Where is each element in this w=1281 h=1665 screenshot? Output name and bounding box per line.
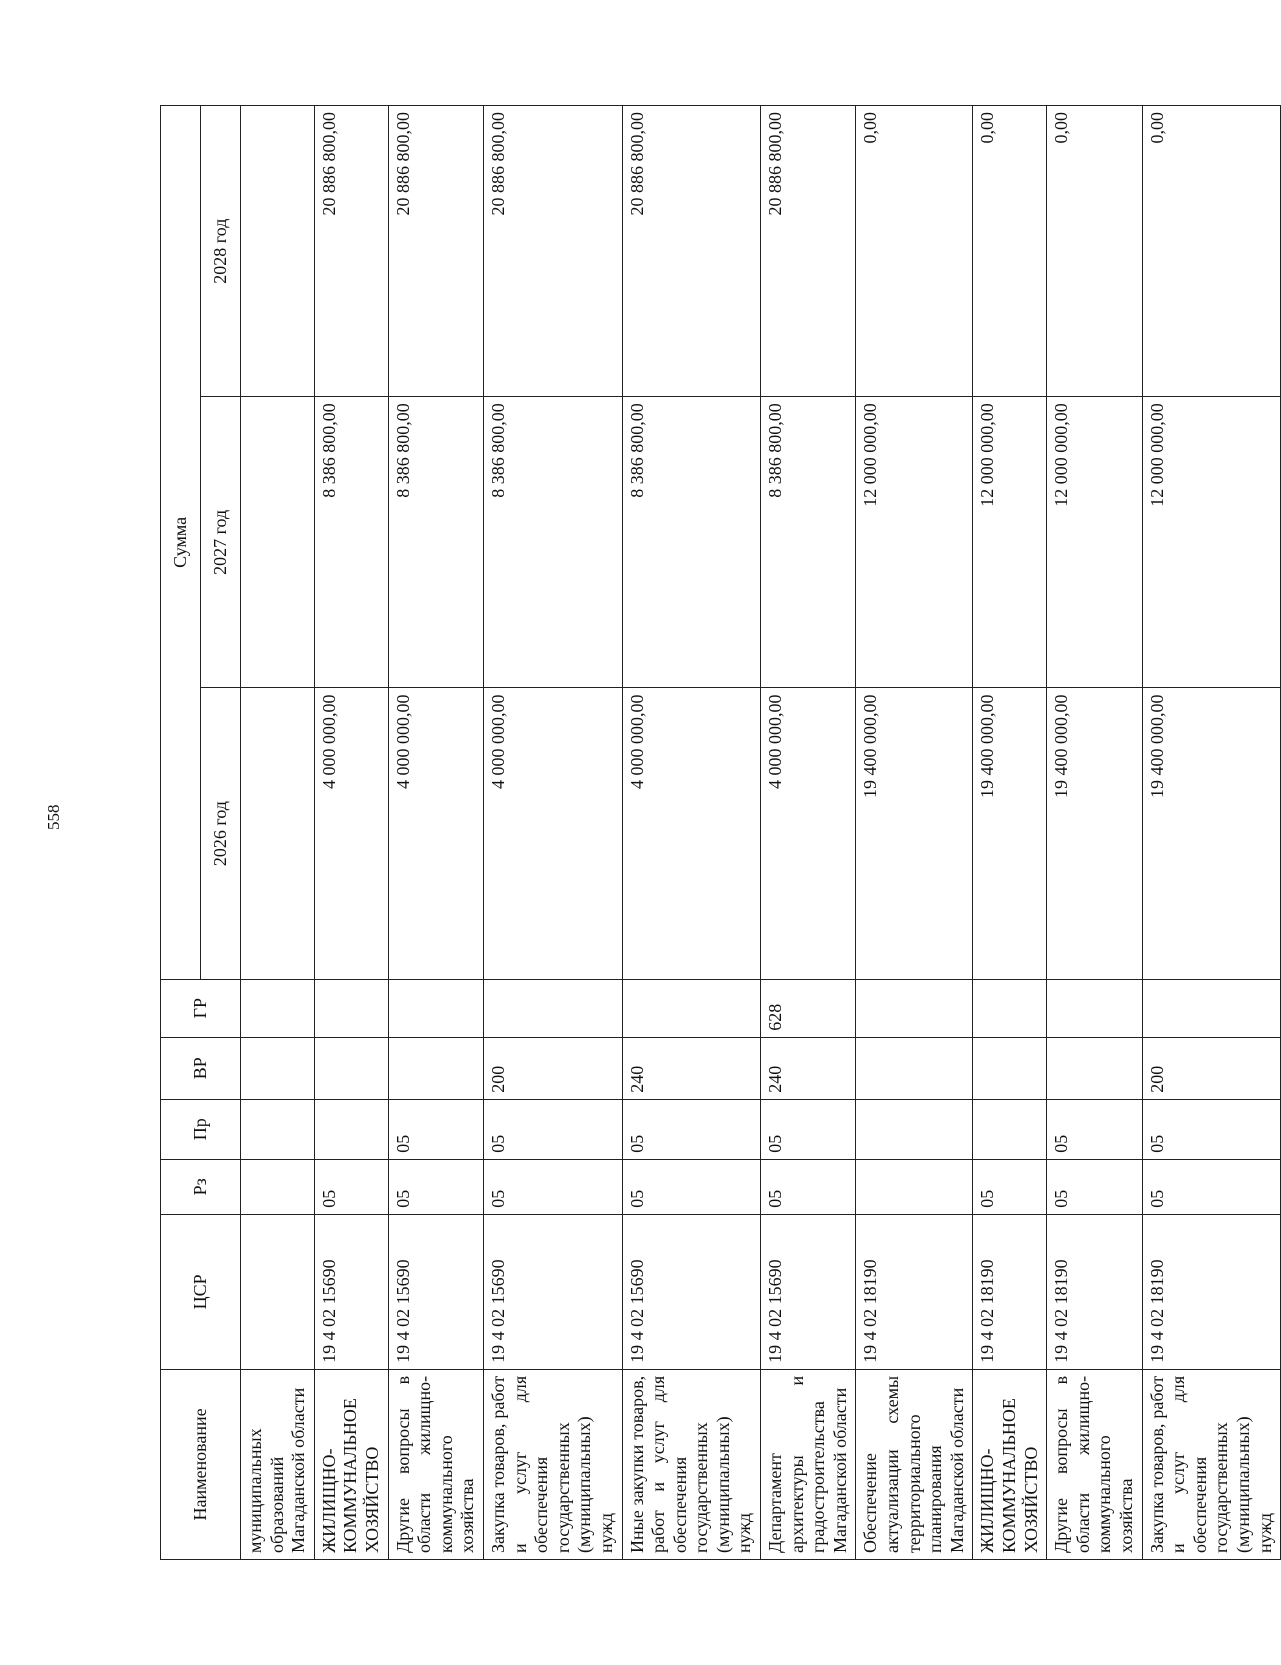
cell-pr: 05 bbox=[761, 1099, 856, 1159]
table-row bbox=[314, 106, 388, 1560]
cell-name: Другие вопросы в области жилищно-коммунального хозяйства bbox=[1047, 1369, 1142, 1559]
budget-table bbox=[160, 105, 1281, 1560]
cell-vr: 200 bbox=[483, 1037, 622, 1099]
cell-2028: 20 886 800,00 bbox=[483, 106, 622, 397]
page-number: 558 bbox=[44, 804, 63, 830]
cell-csr: 19 4 02 18190 bbox=[1142, 1214, 1281, 1369]
cell-name: Департамент архитектуры и градостроительства Магаданской области bbox=[761, 1369, 856, 1559]
cell-gr bbox=[314, 979, 388, 1037]
table-body bbox=[241, 106, 1281, 1560]
table-row bbox=[1142, 106, 1281, 1560]
header-2026: 2026 год bbox=[201, 688, 241, 979]
cell-2027: 8 386 800,00 bbox=[622, 397, 761, 688]
cell-2027: 8 386 800,00 bbox=[761, 397, 856, 688]
cell-gr: 628 bbox=[761, 979, 856, 1037]
cell-2026: 4 000 000,00 bbox=[483, 688, 622, 979]
cell-2028: 0,00 bbox=[856, 106, 973, 397]
table-row bbox=[388, 106, 483, 1560]
cell-2027 bbox=[241, 397, 315, 688]
cell-pr bbox=[314, 1099, 388, 1159]
cell-csr: 19 4 02 15690 bbox=[388, 1214, 483, 1369]
cell-rz: 05 bbox=[388, 1159, 483, 1214]
header-name: Наименование bbox=[161, 1369, 241, 1559]
cell-gr bbox=[388, 979, 483, 1037]
cell-rz: 05 bbox=[761, 1159, 856, 1214]
cell-2028: 20 886 800,00 bbox=[622, 106, 761, 397]
table-row bbox=[241, 106, 315, 1560]
cell-2028: 20 886 800,00 bbox=[388, 106, 483, 397]
cell-rz: 05 bbox=[1142, 1159, 1281, 1214]
cell-name: Закупка товаров, работ и услуг для обеспечения государственных (муниципальных) нужд bbox=[1142, 1369, 1281, 1559]
cell-gr bbox=[856, 979, 973, 1037]
header-pr: Пр bbox=[161, 1099, 241, 1159]
cell-pr: 05 bbox=[1047, 1099, 1142, 1159]
cell-gr bbox=[483, 979, 622, 1037]
cell-rz: 05 bbox=[973, 1159, 1047, 1214]
cell-2026: 4 000 000,00 bbox=[761, 688, 856, 979]
cell-gr bbox=[1142, 979, 1281, 1037]
cell-vr bbox=[314, 1037, 388, 1099]
cell-rz bbox=[241, 1159, 315, 1214]
cell-2027: 8 386 800,00 bbox=[314, 397, 388, 688]
cell-2026: 4 000 000,00 bbox=[388, 688, 483, 979]
cell-gr bbox=[973, 979, 1047, 1037]
cell-vr bbox=[388, 1037, 483, 1099]
cell-csr: 19 4 02 18190 bbox=[973, 1214, 1047, 1369]
cell-name: Закупка товаров, работ и услуг для обеспечения государственных (муниципальных) нужд bbox=[483, 1369, 622, 1559]
cell-csr: 19 4 02 18190 bbox=[856, 1214, 973, 1369]
cell-pr: 05 bbox=[1142, 1099, 1281, 1159]
cell-gr bbox=[1047, 979, 1142, 1037]
header-gr: ГР bbox=[161, 979, 241, 1037]
cell-name: ЖИЛИЩНО-КОММУНАЛЬНОЕ ХОЗЯЙСТВО bbox=[973, 1369, 1047, 1559]
cell-2026: 19 400 000,00 bbox=[973, 688, 1047, 979]
cell-2026 bbox=[241, 688, 315, 979]
cell-2027: 12 000 000,00 bbox=[1047, 397, 1142, 688]
cell-2026: 19 400 000,00 bbox=[1047, 688, 1142, 979]
cell-rz: 05 bbox=[483, 1159, 622, 1214]
header-sum: Сумма bbox=[161, 106, 201, 980]
header-vr: ВР bbox=[161, 1037, 241, 1099]
cell-rz: 05 bbox=[1047, 1159, 1142, 1214]
cell-2026: 19 400 000,00 bbox=[1142, 688, 1281, 979]
header-2028: 2028 год bbox=[201, 106, 241, 397]
table-row bbox=[856, 106, 973, 1560]
cell-vr: 240 bbox=[622, 1037, 761, 1099]
cell-2028: 0,00 bbox=[973, 106, 1047, 397]
header-rz: Рз bbox=[161, 1159, 241, 1214]
cell-pr: 05 bbox=[388, 1099, 483, 1159]
cell-csr: 19 4 02 15690 bbox=[622, 1214, 761, 1369]
table-header bbox=[161, 106, 241, 1560]
table-row bbox=[973, 106, 1047, 1560]
cell-vr: 200 bbox=[1142, 1037, 1281, 1099]
cell-2026: 19 400 000,00 bbox=[856, 688, 973, 979]
cell-2027: 8 386 800,00 bbox=[388, 397, 483, 688]
cell-rz: 05 bbox=[622, 1159, 761, 1214]
cell-2028: 0,00 bbox=[1142, 106, 1281, 397]
table-row bbox=[483, 106, 622, 1560]
cell-2028: 20 886 800,00 bbox=[761, 106, 856, 397]
header-2027: 2027 год bbox=[201, 397, 241, 688]
cell-name: Обеспечение актуализации схемы территориального планирования Магаданской области bbox=[856, 1369, 973, 1559]
cell-2027: 8 386 800,00 bbox=[483, 397, 622, 688]
cell-pr bbox=[973, 1099, 1047, 1159]
cell-name: Другие вопросы в области жилищно-коммунального хозяйства bbox=[388, 1369, 483, 1559]
cell-2028: 0,00 bbox=[1047, 106, 1142, 397]
cell-name: ЖИЛИЩНО-КОММУНАЛЬНОЕ ХОЗЯЙСТВО bbox=[314, 1369, 388, 1559]
cell-name: Иные закупки товаров, работ и услуг для обеспечения государственных (муниципальных) нужд bbox=[622, 1369, 761, 1559]
cell-2026: 4 000 000,00 bbox=[314, 688, 388, 979]
cell-pr: 05 bbox=[483, 1099, 622, 1159]
cell-2028: 20 886 800,00 bbox=[314, 106, 388, 397]
cell-rz bbox=[856, 1159, 973, 1214]
cell-csr: 19 4 02 18190 bbox=[1047, 1214, 1142, 1369]
cell-gr bbox=[241, 979, 315, 1037]
cell-vr bbox=[241, 1037, 315, 1099]
cell-pr: 05 bbox=[622, 1099, 761, 1159]
cell-2027: 12 000 000,00 bbox=[856, 397, 973, 688]
cell-2027: 12 000 000,00 bbox=[1142, 397, 1281, 688]
cell-2028 bbox=[241, 106, 315, 397]
cell-vr bbox=[856, 1037, 973, 1099]
cell-csr: 19 4 02 15690 bbox=[483, 1214, 622, 1369]
cell-vr bbox=[1047, 1037, 1142, 1099]
cell-rz: 05 bbox=[314, 1159, 388, 1214]
cell-vr bbox=[973, 1037, 1047, 1099]
rotated-table-container bbox=[160, 105, 1275, 1560]
cell-gr bbox=[622, 979, 761, 1037]
table-row bbox=[1047, 106, 1142, 1560]
cell-csr: 19 4 02 15690 bbox=[761, 1214, 856, 1369]
cell-csr: 19 4 02 15690 bbox=[314, 1214, 388, 1369]
cell-name: муниципальных образований Магаданской области bbox=[241, 1369, 315, 1559]
cell-2027: 12 000 000,00 bbox=[973, 397, 1047, 688]
cell-vr: 240 bbox=[761, 1037, 856, 1099]
header-csr: ЦСР bbox=[161, 1214, 241, 1369]
table-row bbox=[622, 106, 761, 1560]
cell-pr bbox=[241, 1099, 315, 1159]
cell-csr bbox=[241, 1214, 315, 1369]
table-row bbox=[761, 106, 856, 1560]
cell-pr bbox=[856, 1099, 973, 1159]
cell-2026: 4 000 000,00 bbox=[622, 688, 761, 979]
